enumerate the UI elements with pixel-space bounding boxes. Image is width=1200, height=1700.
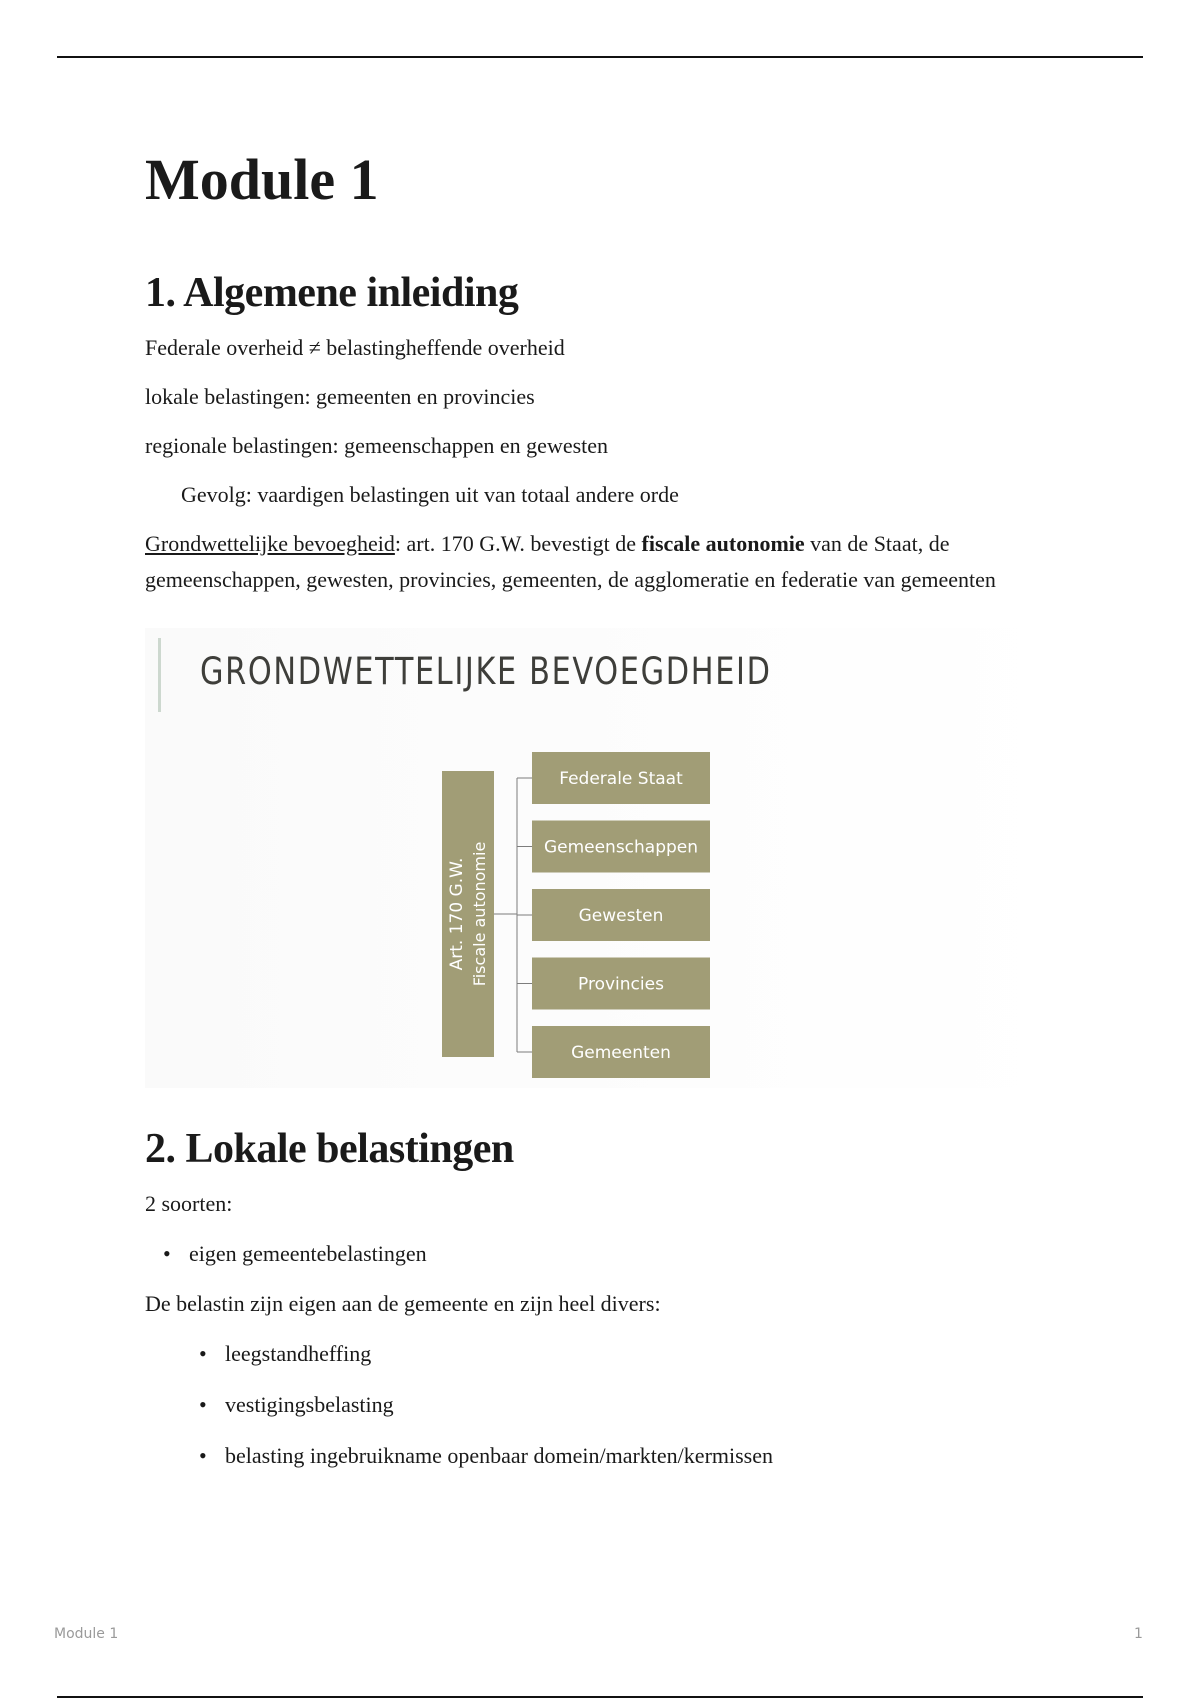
document-body: [145, 140, 1065, 1489]
vertical-label-2: Fiscale autonomie: [470, 841, 489, 987]
footer-rule: [57, 1696, 1143, 1698]
indented-line: Gevolg: vaardigen belastingen uit van totaal andere orde: [181, 482, 679, 507]
slide-title: GRONDWETTELIJKE BEVOEGDHEID: [200, 650, 772, 693]
paragraph-bevoegdheid: [145, 526, 1065, 598]
paragraph-text: van de Staat, de gemeenschappen, gewesten, provincies, gemeenten, de agglomeratie en federatie van gemeenten: [145, 531, 996, 592]
category-box-label: Gemeenschappen: [543, 837, 699, 858]
category-box-label: Provincies: [578, 974, 664, 995]
category-box-label: Federale Staat: [559, 769, 683, 789]
bullet-list: [189, 1236, 1065, 1272]
paragraph-line: De belastin zijn eigen aan de gemeente en zijn heel divers:: [145, 1291, 661, 1316]
paragraph-line: regionale belastingen: gemeenschappen en gewesten: [145, 433, 609, 458]
list-item: • belasting ingebruikname openbaar domein/markten/kermissen: [225, 1438, 1065, 1474]
list-item: • leegstandheffing: [225, 1336, 1065, 1372]
paragraph-text: : art. 170 G.W. bevestigt de: [394, 531, 642, 556]
slide-image: [145, 628, 1065, 1088]
paragraph-line: lokale belastingen: gemeenten en provincies: [145, 384, 535, 409]
list-item: • vestigingsbelasting: [225, 1387, 1065, 1423]
vertical-label-1: Art. 170 G.W.: [447, 857, 467, 971]
paragraph-line: 2 soorten:: [145, 1191, 233, 1216]
section-heading-2: 2. Lokale belastingen: [145, 1126, 514, 1172]
category-box-label: Gewesten: [578, 906, 664, 926]
header-rule: [57, 56, 1143, 58]
bullet-list-nested: [225, 1336, 1065, 1474]
hierarchy-diagram: [145, 628, 1065, 1088]
category-boxes: [532, 752, 710, 1078]
connector-lines: [494, 778, 532, 1052]
list-item: • eigen gemeentebelastingen: [189, 1236, 1065, 1272]
bold-term: fiscale autonomie: [641, 531, 805, 556]
paragraph-line: Federale overheid ≠ belastingheffende overheid: [145, 335, 565, 360]
underlined-term: Grondwettelijke bevoegheid: [145, 531, 395, 556]
category-box-label: Gemeenten: [571, 1043, 671, 1063]
footer-title: Module 1: [54, 1626, 119, 1642]
section-heading-1: 1. Algemene inleiding: [145, 270, 519, 316]
page-title: Module 1: [145, 147, 379, 212]
page-number: 1: [1134, 1626, 1143, 1642]
